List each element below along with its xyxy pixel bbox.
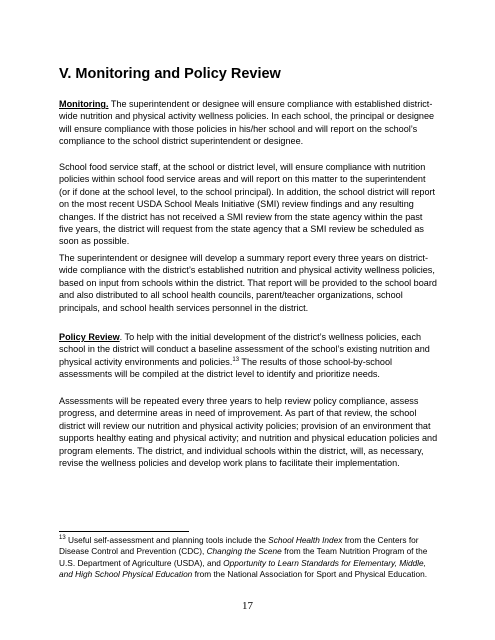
- assessments-paragraph: Assessments will be repeated every three years to help review policy compliance, assess progress, and determine areas in need of improvement. As part of that review, the school district will review our nutrition and physical activity policies; provision of an environment that supports healthy eating and physical activity; and nutrition and physical education policies and program elements. The district, and individual schools within the district, will, as necessary, revise the wellness policies and develop work plans to facilitate their implementation.: [59, 396, 438, 469]
- page-number: 17: [242, 600, 253, 612]
- footnote-title: Changing the Scene: [206, 546, 282, 557]
- policy-review-paragraph: [59, 331, 439, 381]
- footnote-reference: 13: [232, 356, 240, 363]
- monitoring-paragraph: [59, 98, 439, 148]
- footnote-text: Useful self-assessment and planning tools include the: [65, 535, 269, 545]
- summary-report-paragraph: The superintendent or designee will develop a summary report every three years on district-wide compliance with the district’s established nutrition and physical activity wellness policies, based on input from schools within the district. That report will be provided to the school board and also distributed to all school health councils, parent/teacher organizations, school principals, and school health services personnel in the district.: [59, 253, 437, 313]
- policy-review-body-1: . To help with the initial development of the district’s wellness policies, each school in the district will conduct a baseline assessment of the school’s existing nutrition and physical activity environments and policies.: [59, 332, 430, 367]
- footnote-divider: [59, 531, 189, 532]
- footnote-title: School Health Index: [268, 535, 343, 545]
- footnote-title: Opportunity to Learn Standards for Elementary, Middle, and High School Physical Education: [59, 557, 426, 580]
- section-heading: V. Monitoring and Policy Review: [59, 66, 281, 82]
- food-service-paragraph: School food service staff, at the school or district level, will ensure compliance with nutrition policies within school food service areas and will report on this matter to the superintendent (or if done at the school level, to the school principal). In addition, the school district will report on the most recent USDA School Meals Initiative (SMI) review findings and any resulting changes. If the district has not received a SMI review from the state agency within the past five years, the district will request from the state agency that a SMI review be scheduled as soon as possible.: [59, 162, 436, 247]
- footnote-number: 13: [59, 535, 66, 542]
- footnote: [59, 535, 441, 581]
- footnote-text: from the National Association for Sport and Physical Education.: [192, 569, 428, 580]
- policy-review-lead: Policy Review: [59, 332, 120, 342]
- monitoring-lead: Monitoring.: [59, 99, 109, 109]
- monitoring-body: The superintendent or designee will ensure compliance with established district-wide nutrition and physical activity wellness policies. In each school, the principal or designee will ensure compliance with those policies in his/her school and will report on the school’s compliance to the school district superintendent or designee.: [59, 99, 435, 147]
- footnote-text: from the Team Nutrition Program of the U.S. Department of Agriculture (USDA), and: [59, 546, 428, 568]
- policy-review-body-2: The results of those school-by-school assessments will be compiled at the district level to identify and prioritize needs.: [59, 356, 393, 380]
- footnote-text: from the Centers for Disease Control and Prevention (CDC),: [59, 535, 419, 557]
